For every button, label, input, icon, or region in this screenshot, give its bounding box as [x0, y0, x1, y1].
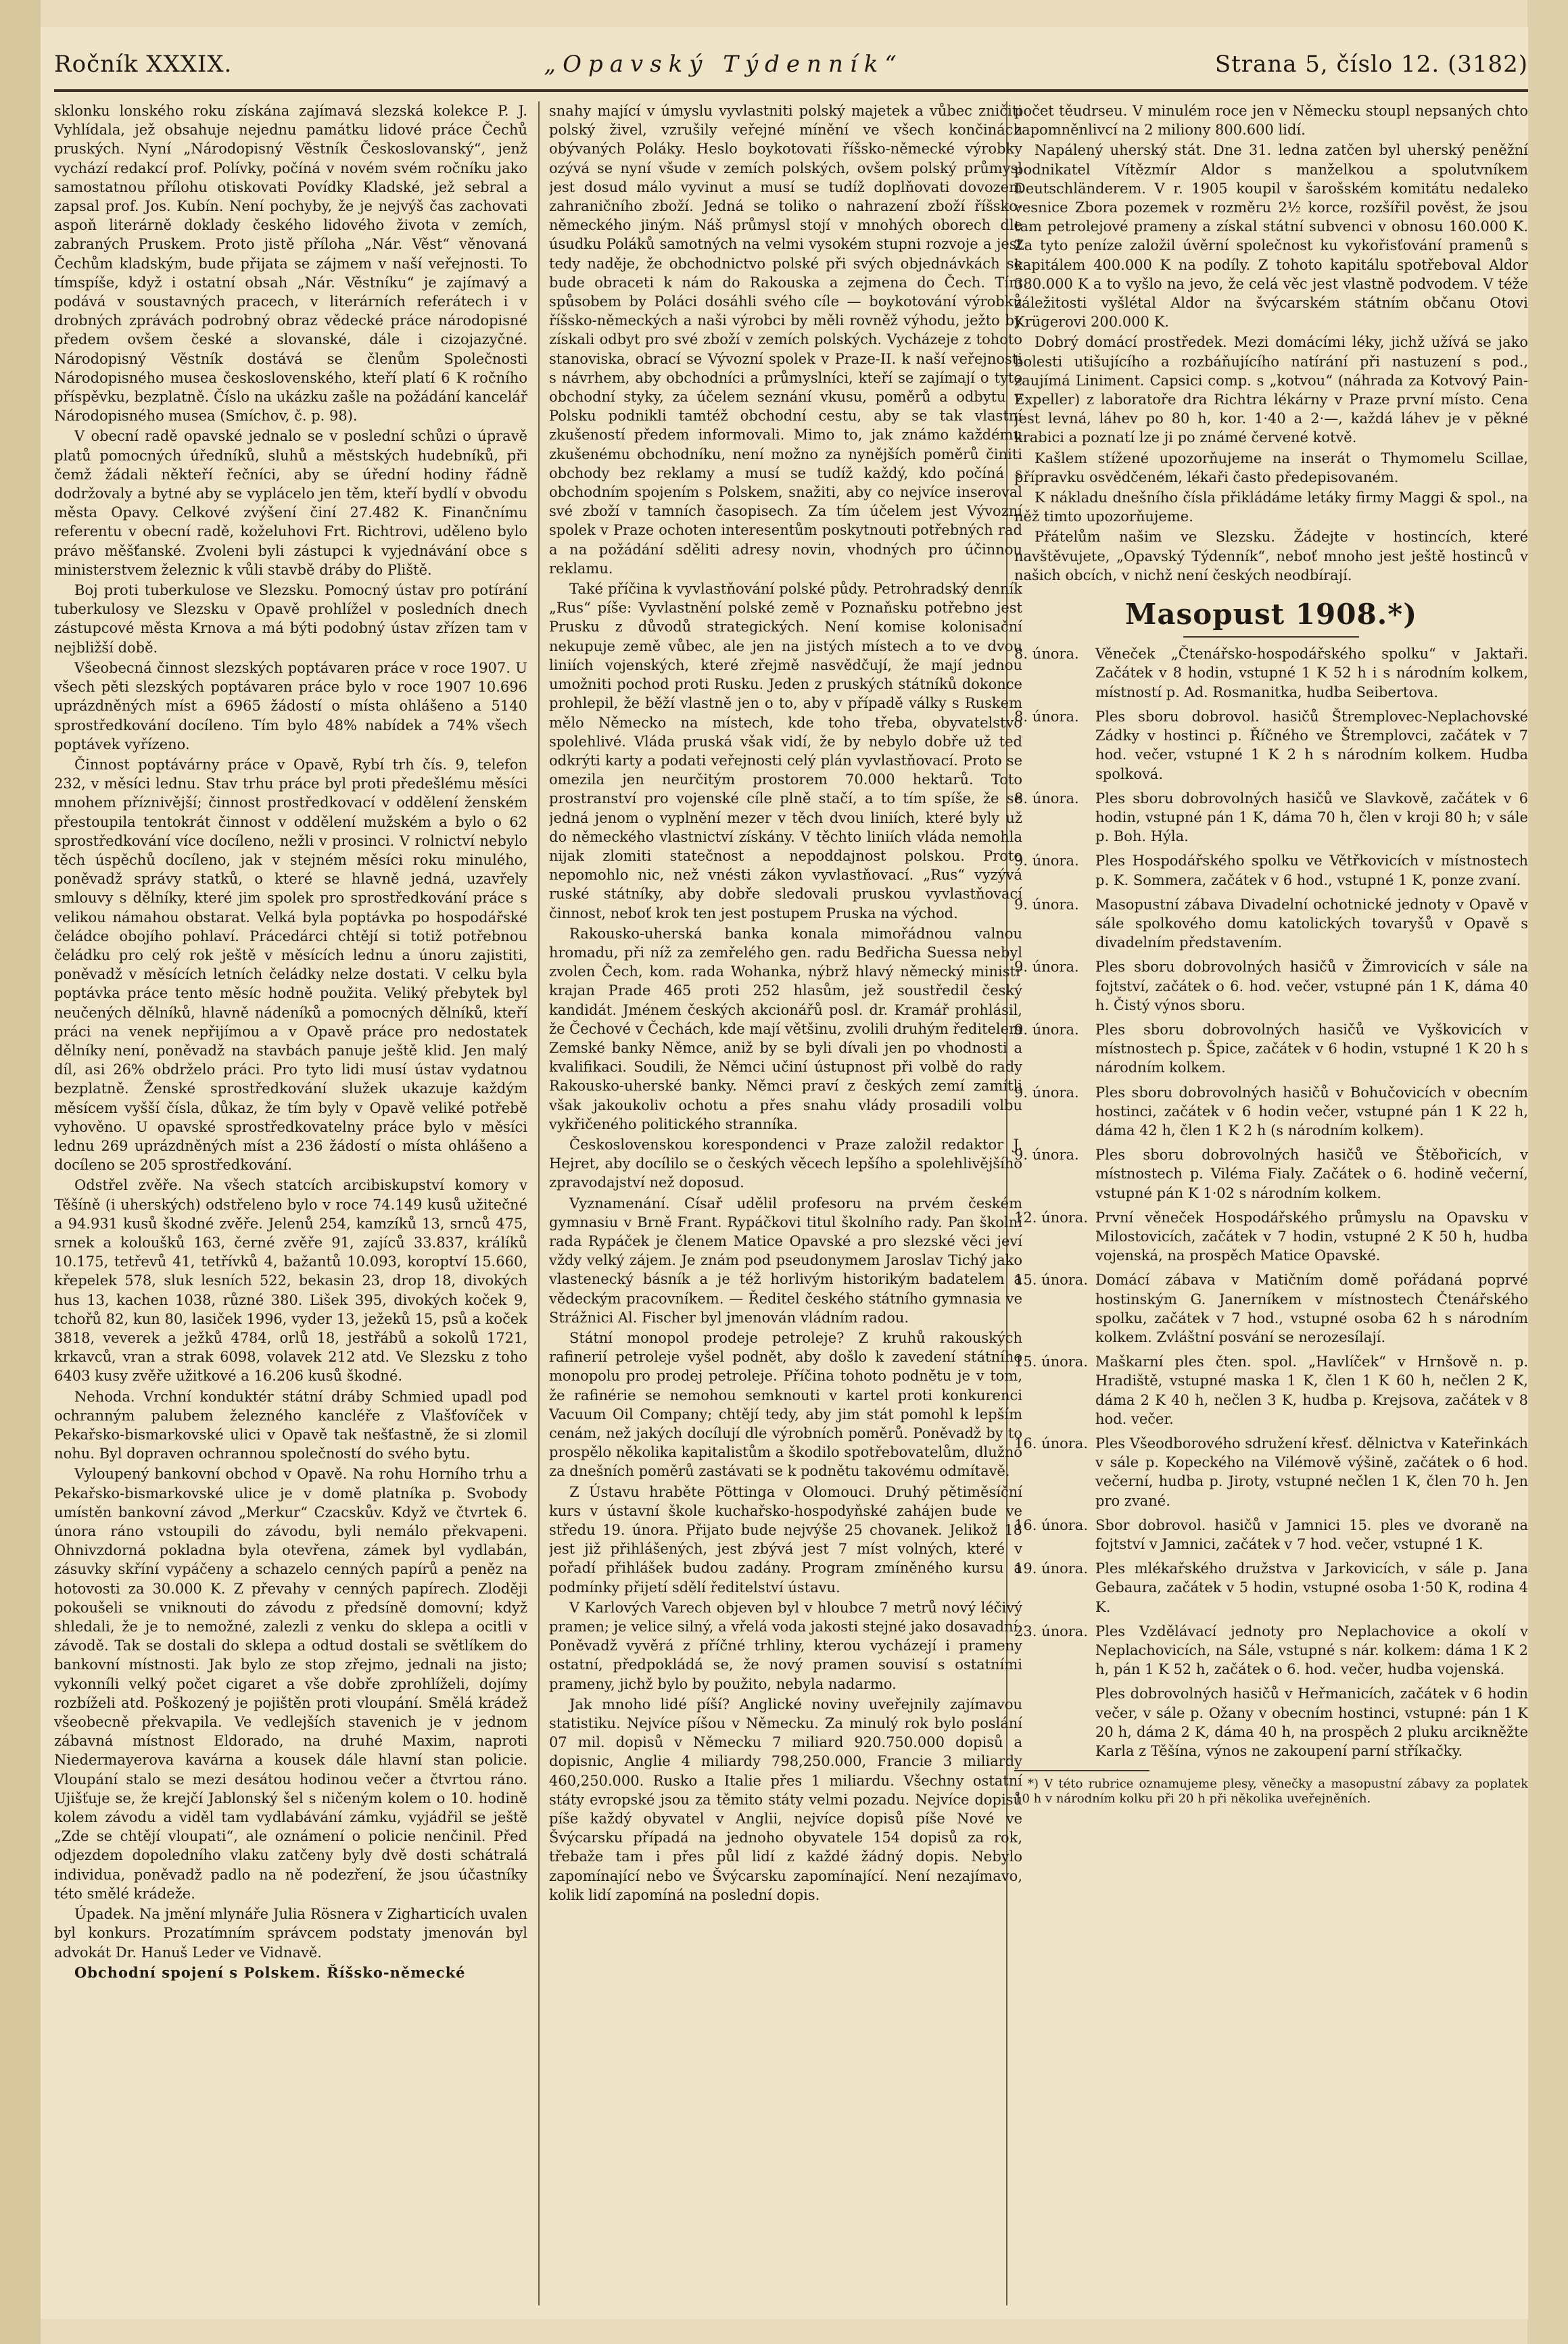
article-paragraph: Vyznamenání. Císař udělil profesoru na prvém českém gymnasiu v Brně Frant. Rypáčkovi titul školního rady. Pan školní rada Rypáček je členem Matice Opavské a pro slezské věci jeví vždy velký zájem. Je znám pod pseudonymem Jaroslav Tichý jako vlastenecký básník a je též horlivým historikým badatelem a vědeckým pracovníkem. — Ředitel českého státního gymnasia ve Strážnici Al. Fischer byl jmenován vládním radou. — [549, 1195, 1022, 1326]
article-paragraph: Jak mnoho lidé píší? Anglické noviny uveřejnily zajímavou statistiku. Nejvíce píšou v Německu. Za minulý rok bylo poslání 07 mil. dopisů v Německu 7 miliard 920.750.000 dopisů a dopisnic, Anglie 4 miliardy 798,250.000, Francie 3 miliardy 460,250.000. Rusko a Italie přes 1 miliardu. Všechny ostatní státy evropské jsou za těmito státy velmi pozadu. Nejvíce dopisů píše každý obyvatel v Anglii, nejvíce dopisů píše Nové ve Švýcarsku případá na jednoho obyvatele 154 dopisů za rok, třebaže tam i přes půl lidí z každé žádný dopis. Nebylo zapomínající nebo ve Švýcarsku zapomínající. Není nezajímavo, kolik lidí zapomíná na poslední dopis. — [549, 1696, 1022, 1903]
event-date: 8. února. — [1014, 790, 1079, 807]
event-date: 15. února. — [1014, 1272, 1088, 1289]
event-text: Ples sboru dobrovolných hasičů v Žimrovicích v sále na fojtství, začátek o 6. hod. večer, vstupné pán 1 K, dáma 40 h. Čistý výnos sboru. — [1095, 959, 1528, 1013]
event-item — [1014, 707, 1528, 784]
event-date: 16. února. — [1014, 1435, 1088, 1452]
article-paragraph: Také příčina k vyvlastňování polské půdy. Petrohradský denník „Rus“ píše: Vyvlastnění polské země v Poznaňsku potřebno jest Prusku z důvodů strategických. Není komise kolonisační nekupuje země vůbec, ale jen na jistých místech a to ve dvou liniích vojenských, které zřejmě nasvědčují, že mají jednou umožniti pochod proti Rusku. Jeden z pruských státníků dokonce prohlepil, že běží vlastně jen o to, aby v případě války s Ruskem mělo Německo na místech, kde toho třeba, obyvatelstvo spolehlivé. Vláda pruská však vidí, že by nebylo dobře už teď odkrýti karty a podati veřejnosti celý plán vyvlastňovací. Proto se omezila jen neurčitým prostorem 70.000 hektarů. Toto prostranství pro vojenské cíle plně stačí, a to tím spíše, že se jedná jenom o vyplnění mezer v těch dvou liniích, které byly už do německého vlastnictví získány. V těchto liniích vláda nemohla nijak zlomiti statečnost a nepoddajnost polskou. Proto nepomohlo nic, než vnésti zákon vyvlastňovací. „Rus“ vyzývá ruské státníky, aby dobře sledovali pruskou vyvlastňovací činnost, neboť krok ten jest postupem Pruska na východ. — [549, 581, 1022, 922]
event-item — [1014, 1434, 1528, 1510]
event-date: 9. února. — [1014, 1084, 1079, 1101]
article-paragraph: Kašlem stížené upozorňujeme na inserát o Thymomelu Scillae, přípravku osvědčeném, lékaři často předepisovaném. — [1014, 450, 1528, 485]
event-item — [1014, 1208, 1528, 1266]
event-item — [1014, 1516, 1528, 1554]
event-date: 12. února. — [1014, 1209, 1088, 1226]
article-paragraph: Vyloupený bankovní obchod v Opavě. Na rohu Horního trhu a Pekařsko-bismarkovské ulice je v domě platníka p. Svobody umístěn bankovní závod „Merkur“ Czacskův. Když ve čtvrtek 6. února ráno vstoupili do závodu, byli nemálo překvapeni. Ohnivzdorná pokladna byla otevřena, zámek byl vydlabán, zásuvky skříní vypáčeny a schazelo cenných papírů a peněz na hotovosti za 30.000 K. Z převahy v cenných papírech. Zloději pokoušeli se vniknouti do závodu z předsíně domovní; když shledali, že je to nemožné, zalezli z venku do sklepa a ocitli v závodě. Tak se dostali do sklepa a odtud dostali se světlíkem do bankovní místnosti. Jak bylo ze stop zřejmo, jednali na jisto; vykonníli velký počet cigaret a vše dobře zprohlíželi, dojímy rozbíželi atd. Poškozený je pojištěn proti vloupání. Smělá krádež všeobecně překvapila. Ve vedlejších stavenich je v jednom zábavná místnost Eldorado, na druhé Maxim, naproti Niedermayerova kavárna a kousek dále hlavní stan policie. Vloupání stalo se mezi desátou hodinou večer a čtvrtou ráno. Ujišťuje se, že krejčí Jablonský šel s ničeným kolem o 10. hodině kolem závodu a viděl tam vydlabávání zámku, vyjádřil se ještě „Zde se chtějí vloupati“, ale oznámení o policie nenčinil. Před odjezdem dopoledního vlaku zatčeny byly dvě dosti schátralá individua, poněvadž padlo na ně podezření, že jsou účastníky této smělé krádeže. — [54, 1466, 527, 1902]
page-edge-right — [1527, 0, 1568, 2344]
event-text: Ples sboru dobrovolných hasičů ve Vyškovicích v místnostech p. Špice, začátek v 6 hodin, vstupné 1 K 20 h s národním kolkem. — [1095, 1021, 1528, 1076]
article-paragraph: Nehoda. Vrchní konduktér státní dráby Schmied upadl pod ochranným palubem železného kancléře z Vlašťovíček v Pekařsko-bismarkovské ulici v Opavě tak nešťastně, že si zlomil nohu. Byl dopraven ochrannou společností do svého bytu. — [54, 1388, 527, 1462]
event-text: Ples sboru dobrovolných hasičů ve Štěbořicích, v místnostech p. Viléma Fialy. Začátek o 6. hodině večerní, vstupné pán K 1·02 s národním kolkem. — [1095, 1147, 1528, 1201]
article-paragraph: snahy mající v úmyslu vyvlastniti polský majetek a vůbec zničiti polský živel, vzrušily veřejné mínění ve všech končinách obývaných Poláky. Heslo boykotovati říšsko-německé výrobky ozývá se nyní všude v zemích polských, ovšem polský průmysl jest dosud málo vyvinut a musí se tudíž doplňovati dovozem zahraničního zboží. Jedná se toliko o nahrazení zboží říšsko-německého jiným. Náš průmysl stojí v mnohých oborech dle úsudku Poláků samotných na velmi vysokém stupni rozvoje a jest tedy naděje, že obchodnictvo polské při svých objednávkách se bude obraceti k nám do Rakouska a zejmena do Čech. Tím spůsobem by Poláci dosáhli svého cíle — boykotování výrobků říšsko-německých a naši výrobci by měli rovněž výhodu, ježto by získali odbyt pro své zboží v zemích polských. Vycházeje z tohoto stanoviska, obrací se Vývozní spolek v Praze-II. k naší veřejnosti s návrhem, aby obchodníci a průmyslníci, kteří se zajímají o tyto obchodní styky, za účelem seznání vkusu, poměrů a odbytu v Polsku podnikli tamtéž obchodní cestu, aby se tak vlastní zkušeností předem informovali. Mimo to, jak známo každému zkušenému obchodníku, není možno za nynějších poměrů činiti obchody bez reklamy a musí se tudíž každý, kdo počíná s obchodním spojením s Polskem, snažiti, aby co nejvíce inseroval své zboží v tamních časopisech. Za tím účelem jest Vývozní spolek v Praze ochoten interesentům poskytnouti potřebných rad a na požádání sděliti adresy novin, vhodných pro účinnou reklamu. — [549, 103, 1022, 577]
event-date: 9. února. — [1014, 896, 1079, 913]
event-text: Ples Všeodborového sdružení křesť. dělnictva v Kateřinkách v sále p. Kopeckého na Vilémově výšině, začátek o 6 hod. večerní, hudba p. Jiroty, vstupné nečlen 1 K, člen 70 h. Jen pro zvané. — [1095, 1435, 1528, 1509]
article-paragraph: Odstřel zvěře. Na všech statcích arcibiskupství komory v Těšíně (i uherských) odstřeleno bylo v roce 74.149 kusů užitečné a 94.931 kusů škodné zvěře. Jelenů 254, kamzíků 13, srnců 475, srnek a koloušků 163, černé zvěře 91, zajíců 33.837, králíků 10.175, tetřevů 41, tetřívků 4, bažantů 10.093, koroptví 15.660, křepelek 578, sluk lesních 522, bekasin 23, drop 18, divokých hus 13, kachen 1038, různé 380. Lišek 395, divokých koček 9, tchořů 82, kun 80, lasiček 1996, vyder 13, ježeků 15, psů a koček 3818, veverek a ježků 4784, orlů 18, jestřábů a sokolů 1721, krkavců, vran a strak 6098, volavek 212 atd. Ve Slezsku z toho 6403 kusy zvěře užitkové a 16.206 kusů škodné. — [54, 1177, 527, 1385]
event-date: 16. února. — [1014, 1516, 1088, 1533]
article-paragraph: Napálený uherský stát. Dne 31. ledna zatčen byl uherský peněžní podnikatel Vítězmír Aldor s manželkou a spolutvníkem Deutschländerem. V r. 1905 koupil v šarošském komitátu nedaleko vesnice Zbora pozemek v rozměru 2½ korce, rozšířil pověst, že jsou tam petrolejové prameny a získal státní subvenci v obnosu 160.000 K. Za tyto peníze založil úvěrní společnost ku vykořisťování pramenů s kapitálem 400.000 K na podíly. Z tohoto kapitálu spotřeboval Aldor 380.000 K a to vyšlo na jevo, že celá věc jest vlastně podvodem. V téže záležitosti vyšlétal Aldor na švýcarském státním občanu Otovi Krügerovi 200.000 K. — [1014, 142, 1528, 331]
event-text: První věneček Hospodářského průmyslu na Opavsku v Milostovicích, začátek v 7 hodin, vstupné 2 K 50 h, hudba vojenská, na prospěch Matice Opavské. — [1095, 1209, 1528, 1264]
article-paragraph: sklonku lonského roku získána zajímavá slezská kolekce P. J. Vyhlídala, jež obsahuje nejednu památku lidové práce Čechů pruských. Nyní „Národopisný Věstník Českoslovanský“, jenž vychází redakcí prof. Polívky, počíná v novém svém ročníku jako samostatnou přílohu otiskovati Povídky Kladské, jež sebral a zapsal prof. Jos. Kubín. Není pochyby, že je nejvýš čas zachovati aspoň literárně doklady českého lidového života v zemích, zabraných Pruskem. Proto jistě příloha „Nár. Věst“ věnovaná Čechům kladským, bude přijata se zájmem v naší veřejnosti. To tímspíše, když i ostatní obsah „Nár. Věstníku“ je zajímavý a podává v soustavných pracech, v literárních referátech i v drobných zprávách podrobný obraz vědecké práce národopisné předem ovšem české a slovanské, dále i cizojazyčné. Národopisný Věstník dostává se členům Společnosti Národopisného musea československého, kteří platí 6 K ročního příspěvku, bezplatně. Číslo na ukázku zašle na požádání kancelář Národopisného musea (Smíchov, č. p. 98). — [54, 103, 527, 425]
volume-label: Ročník XXXIX. — [54, 51, 233, 78]
article-paragraph: Boj proti tuberkulose ve Slezsku. Pomocný ústav pro potírání tuberkulosy ve Slezsku v Opavě prohlížel v posledních dnech zástupcové města Krnova a má býti podobný ústav zřízen tam v nejbližší době. — [54, 582, 527, 656]
event-date: 9. února. — [1014, 1021, 1079, 1038]
article-paragraph: Dobrý domácí prostředek. Mezi domácími léky, jichž užívá se jako bolesti utišujícího a rozbáňujícího natírání při nastuzení s pod., zaujímá Liniment. Capsici comp. s „kotvou“ (náhrada za Kotvový Pain-Expeller) z laboratoře dra Richtra lékárny v Praze první místo. Cena jest levná, láhev po 80 h, kor. 1·40 a 2·—, každá láhev je v pěkné krabici a poznatí lze ji po známé červené kotvě. — [1014, 334, 1528, 446]
article-paragraph: Úpadek. Na jmění mlynáře Julia Rösnera v Zigharticích uvalen byl konkurs. Prozatímním správcem podstaty jmenován byl advokát Dr. Hanuš Leder ve Vidnavě. — [54, 1906, 527, 1961]
event-item — [1014, 1352, 1528, 1429]
event-item — [1014, 1020, 1528, 1078]
header-rule — [54, 89, 1528, 92]
event-text: Ples mlékařského družstva v Jarkovicích, v sále p. Jana Gebaura, začátek v 5 hodin, vstupné osoba 1·50 K, rodina 4 K. — [1095, 1560, 1528, 1615]
section-title: Masopust 1908.*) — [1124, 598, 1418, 631]
event-item — [1014, 851, 1528, 889]
event-date: 8. února. — [1014, 646, 1079, 663]
event-date — [1014, 1684, 1095, 1761]
event-date: 15. února. — [1014, 1354, 1088, 1370]
section-rule — [1183, 636, 1359, 638]
article-paragraph: Československou korespondenci v Praze založil redaktor J. Hejret, aby docílilo se o českých věcech lepšího a spolehlivějšího zpravodajství než doposud. — [549, 1136, 1022, 1191]
event-item — [1014, 1145, 1528, 1203]
event-item — [1014, 1622, 1528, 1679]
event-date: 9. února. — [1014, 1147, 1079, 1164]
page-header — [54, 41, 1528, 88]
newspaper-title: „Opavský Týdenník“ — [544, 51, 903, 78]
event-item — [1014, 895, 1528, 953]
event-text: Ples dobrovolných hasičů v Heřmanicích, začátek v 6 hodin večer, v sále p. Ožany v obecním hostinci, vstupné: pán 1 K 20 h, dáma 2 K, dáma 40 h, na prospěch 2 pluku arcikněžte Karla z Těšína, výnos ne zakoupení parní stříkačky. — [1095, 1685, 1528, 1760]
article-paragraph: V obecní radě opavské jednalo se v poslední schůzi o úpravě platů pomocných úředníků, sluhů a městských hudebníků, při čemž žádali někteří řečníci, aby se úřední hodiny řádně dodržovaly a bytné aby se vyplácelo jen těm, kteří bydlí v obvodu města Opavy. Celkové zvýšení činí 27.482 K. Finančnímu referentu v obecní radě, koželuhovi Frt. Richtrovi, uděleno bylo právo měšťanské. Zvoleni byli zástupci k vyjednávání obce s ministerstvem železnic k vůli stavbě dráby do Pliště. — [54, 428, 527, 578]
page-number: Strana 5, číslo 12. (3182) — [1214, 51, 1528, 78]
page-edge-left — [0, 0, 41, 2344]
event-item — [1014, 1559, 1528, 1617]
footnote: *) V této rubrice oznamujeme plesy, věnečky a masopustní zábavy za poplatek 10 h v národním kolku při 20 h při několika uveřejněních. — [1014, 1777, 1528, 1807]
event-item — [1014, 1684, 1528, 1761]
column-2 — [549, 101, 1022, 2305]
event-text: Věneček „Čtenářsko-hospodářského spolku“ v Jaktaři. Začátek v 8 hodin, vstupné 1 K 52 h i s národním kolkem, místností p. Ad. Rosmanitka, hudba Seibertova. — [1095, 646, 1528, 700]
column-1 — [54, 101, 527, 2305]
article-paragraph: Přátelům našim ve Slezsku. Žádejte v hostincích, které navštěvujete, „Opavský Týdenník“, neboť mnoho jest ještě hostinců v našich obcích, v nichž není českých neodbírají. — [1014, 529, 1528, 583]
article-paragraph: Činnost poptávárny práce v Opavě, Rybí trh čís. 9, telefon 232, v měsíci lednu. Stav trhu práce byl proti předešlému měsíci mnohem příznivější; činnost prostředkovací v oddělení ženském přestoupila tentokrát činnost v oddělení mužském a bylo o 62 sprostředkování více docíleno, nežli v prosinci. V rolnictví nebylo těch úspěchů docíleno, jak v stejném měsíci roku minulého, poněvadž správy statků, o které se hlavně jedná, uzavřely smlouvy s dělníky, které jim spolek pro sprostředkování práce s velikou námahou obstarat. Velká byla poptávka po hospodářské čeládce obojího pohlaví. Prácedárci chtějí si totiž potřebnou čeládku pro celý rok ještě v měsících lednu a únoru zajistiti, poněvadž v měsících letních čeládky nelze dostati. V celku byla poptávka práce tento měsíc hodně použita. Veliký přebytek byl neučených dělníků, hlavně nádeníků a pomocných dělníků, kteří práci na venek nepřijímou a v Opavě práce pro nedostatek dělníky není, poněvadž na stavbách panuje ještě klid. Jen malý díl, asi 26% obdrželo práci. Pro tyto lidi musí ústav vydatnou bezplatně. Ženské sprostředkování služek ukazuje každým měsícem vyšší čísla, důkaz, že tím byly v Opavě veliké potřebě vyhověno. U opavské sprostředkovatelny práce bylo v měsíci lednu 269 uprázdněných míst a 236 žádostí o místa ohlášeno a docíleno se 205 sprostředkování. — [54, 756, 527, 1174]
event-date: 9. února. — [1014, 853, 1079, 869]
event-date: 23. února. — [1014, 1623, 1088, 1640]
event-item — [1014, 1270, 1528, 1347]
event-list — [1014, 644, 1528, 1761]
article-paragraph: Z Ústavu hraběte Pöttinga v Olomouci. Druhý pětiměsíční kurs v ústavní škole kuchařsko-hospodyňské zahájen bude ve středu 19. února. Přijato bude nejvýše 25 chovanek. Jelikož 18 jest již přihlášených, jest zbývá jest 7 míst volných, které v pořadí přihlášek budou zadány. Program zmíněného kursu a podmínky přijetí sdělí ředitelství ústavu. — [549, 1483, 1022, 1596]
event-date: 19. února. — [1014, 1560, 1088, 1577]
article-paragraph: Rakousko-uherská banka konala mimořádnou valnou hromadu, při níž za zemřelého gen. radu Bedřicha Suessa nebyl zvolen Čech, kom. rada Wohanka, nýbrž hlavý německý ministr krajan Prade 465 proti 252 hlasům, jež soustředil český kandidát. Jménem českých akcionářů posl. dr. Kramář prohlásil, že Čechové v Čechách, kde mají většinu, zvolili druhým ředitelem Zemské banky Němce, aniž by se byli dívali jen po vhodnosti a kvalifikaci. Soudili, že Němci učiní ústupnost při volbě do rady Rakousko-uherské banky. Němci praví z českých zemí zamítli však jakoukoliv ochotu a přes snahu vlády prosadili volbu vykřičeného politického stranníka. — [549, 925, 1022, 1132]
article-paragraph: počet těudrseu. V minulém roce jen v Německu stoupl nepsaných chto zapomněnlivcí na 2 miliony 800.600 lidí. — [1014, 103, 1528, 139]
column-3 — [1014, 101, 1528, 2305]
event-text: Ples sboru dobrovolných hasičů v Bohučovicích v obecním hostinci, začátek v 6 hodin večer, vstupné pán 1 K 22 h, dáma 42 h, člen 1 K 2 h (s národním kolkem). — [1095, 1084, 1528, 1139]
event-text: Ples Hospodářského spolku ve Větřkovicích v místnostech p. K. Sommera, začátek v 6 hod., vstupné 1 K, ponze zvaní. — [1095, 853, 1528, 888]
article-paragraph: K nákladu dnešního čísla přikládáme letáky firmy Maggi & spol., na něž timto upozorňujeme. — [1014, 489, 1528, 525]
event-text: Ples sboru dobrovol. hasičů Štremplovec-Neplachovské Zádky v hostinci p. Říčného ve Štremplovci, začátek v 7 hod. večer, vstupné 1 K 2 h s národním kolkem. Hudba spolková. — [1095, 708, 1528, 782]
column-divider — [538, 101, 540, 2305]
event-text: Ples Vzdělávací jednoty pro Neplachovice a okolí v Neplachovicích, na Sále, vstupné s nár. kolkem: dáma 1 K 2 h, pán 1 K 52 h, začátek o 6. hod. večer, hudba vojenská. — [1095, 1623, 1528, 1678]
article-paragraph: Všeobecná činnost slezských poptávaren práce v roce 1907. U všech pěti slezských poptávaren práce bylo v roce 1907 10.696 uprázdněných míst a 6965 žádostí o místa ohlášeno a 5140 sprostředkování docíleno. Tím bylo 48% nabídek a 74% všech poptávek vyřízeno. — [54, 659, 527, 752]
event-date: 8. února. — [1014, 708, 1079, 725]
event-item — [1014, 957, 1528, 1015]
event-item — [1014, 1083, 1528, 1141]
event-item — [1014, 789, 1528, 846]
event-text: Ples sboru dobrovolných hasičů ve Slavkově, začátek v 6 hodin, vstupné pán 1 K, dáma 70 h, člen v kroji 80 h; v sále p. Boh. Hýla. — [1095, 790, 1528, 845]
event-text: Maškarní ples čten. spol. „Havlíček“ v Hrnšově n. p. Hradiště, vstupné maska 1 K, člen 1 K 60 h, nečlen 2 K, dáma 2 K 40 h, nečlen 3 K, hudba p. Krejsova, začátek v 8 hod. večer. — [1095, 1354, 1528, 1427]
event-text: Domácí zábava v Matičním domě pořádaná poprvé hostinským G. Janerníkem v místnostech Čtenářského spolku, začátek v 7 hod., vstupné osoba 62 h s národním kolkem. Zvláštní posvání se nerozesílají. — [1095, 1272, 1528, 1345]
event-date: 9. února. — [1014, 959, 1079, 976]
article-paragraph: V Karlových Varech objeven byl v hloubce 7 metrů nový léčivý pramen; je velice silný, a vřelá voda jakosti stejné jako dosavadní. Poněvadž vyvěrá z příčné trhliny, kterou vycházejí i prameny ostatní, předpokládá se, že nový pramen souvisí s ostatními prameny, jichž bylo by použito, nebyla nadarmo. — [549, 1599, 1022, 1692]
footnote-rule — [1014, 1770, 1149, 1771]
article-heading: Obchodní spojení s Polskem. Říšsko-německé — [74, 1963, 466, 1981]
event-text: Masopustní zábava Divadelní ochotnické jednoty v Opavě v sále spolkového domu katolických tovaryšů v Opavě s divadelním představením. — [1095, 896, 1528, 951]
event-item — [1014, 644, 1528, 702]
event-text: Sbor dobrovol. hasičů v Jamnici 15. ples ve dvoraně na fojtství v Jamnici, začátek v 7 hod. večer, vstupné 1 K. — [1095, 1516, 1528, 1553]
article-paragraph: Státní monopol prodeje petroleje? Z kruhů rakouských rafinerií petroleje vyšel podnět, aby došlo k zavedení státního monopolu pro prodej petroleje. Příčina tohoto podnětu je v tom, že rafinérie se nemohou semknouti v kartel proti konkurenci Vacuum Oil Company; chtějí tedy, aby jim stát pomohl k lepším cenám, než jakých docílují dle výrobních poměrů. Poněvadž by to prospělo několika kapitalistům a škodilo spotřebovatelům, dlužno za dnešních poměrů zastávati se k podnětu takovému odmítavě. — [549, 1330, 1022, 1480]
